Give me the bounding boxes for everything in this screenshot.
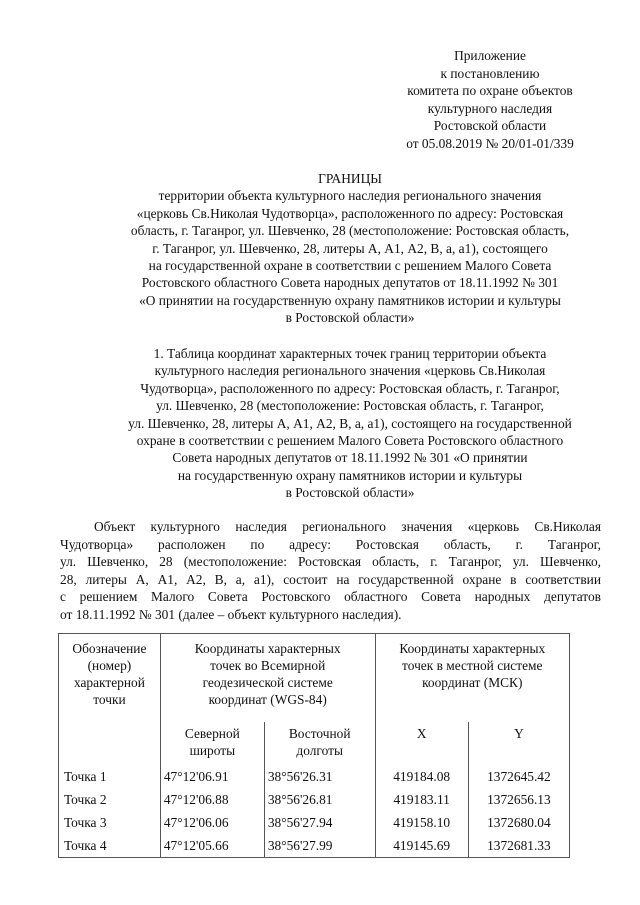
heading-title: ГРАНИЦЫ <box>318 171 382 186</box>
appendix-line: Приложение <box>454 48 526 63</box>
section-line: 1. Таблица координат характерных точек границ территории объекта <box>153 346 547 361</box>
section-line: в Ростовской области» <box>285 485 415 501</box>
section-line: ул. Шевченко, 28 (местоположение: Ростовская область, г. Таганрог, <box>156 398 544 414</box>
heading-line: в Ростовской области» <box>285 310 415 326</box>
section-line: Чудотворца», расположенного по адресу: Ростовская область, г. Таганрог, <box>140 380 560 396</box>
latitude-cell: 47°12'06.06 <box>160 811 264 834</box>
header-east-cell: Восточной долготы <box>264 722 375 765</box>
appendix-line: комитета по охране объектов <box>407 83 573 99</box>
section-line: ул. Шевченко, 28, литеры А, А1, А2, В, а, а1), состоящего на государственной <box>128 415 572 431</box>
x-cell: 419183.11 <box>375 788 468 811</box>
header-msk-cell: Координаты характерных точек в местной системе координат (МСК) <box>375 634 569 723</box>
appendix-line: Ростовской области <box>433 118 547 134</box>
longitude-cell: 38°56'26.31 <box>264 765 375 788</box>
heading-line: Ростовского областного Совета народных депутатов от 18.11.1992 № 301 <box>141 275 559 291</box>
y-cell: 1372656.13 <box>468 788 569 811</box>
point-name-cell: Точка 1 <box>59 765 161 788</box>
header-x-cell: X <box>375 722 468 765</box>
table-header-row <box>59 634 570 723</box>
section-line: на государственную охрану памятников истории и культуры <box>177 467 523 483</box>
section-line: охране в соответствии с решением Малого Совета Ростовского областного <box>136 433 564 449</box>
paragraph-line: ул. Шевченко, 28 (местоположение: Ростовская область, г. Таганрог, ул. Шевченко, <box>60 554 601 569</box>
heading-line: область, г. Таганрог, ул. Шевченко, 28 (местоположение: Ростовская область, <box>130 223 570 239</box>
document-heading <box>60 170 640 327</box>
y-cell: 1372681.33 <box>468 834 569 858</box>
appendix-block <box>370 47 610 153</box>
appendix-line: от 05.08.2019 № 20/01-01/339 <box>406 135 574 151</box>
section-line: культурного наследия регионального значения «церковь Св.Николая <box>154 363 546 379</box>
section-1-heading <box>60 345 640 502</box>
appendix-line: к постановлению <box>440 65 540 81</box>
x-cell: 419184.08 <box>375 765 468 788</box>
point-name-cell: Точка 3 <box>59 811 161 834</box>
description-paragraph <box>60 518 601 623</box>
table-row <box>59 765 570 788</box>
longitude-cell: 38°56'26.81 <box>264 788 375 811</box>
heading-line: на государственной охране в соответствии с решением Малого Совета <box>148 258 552 274</box>
paragraph-line: с решением Малого Совета Ростовского областного Совета народных депутатов <box>60 589 601 604</box>
heading-line: «О принятии на государственную охрану памятников истории и культуры <box>139 292 561 308</box>
paragraph-line: от 18.11.1992 № 301 (далее – объект культурного наследия). <box>60 606 402 622</box>
latitude-cell: 47°12'06.91 <box>160 765 264 788</box>
x-cell: 419158.10 <box>375 811 468 834</box>
header-north-cell: Северной широты <box>160 722 264 765</box>
heading-line: г. Таганрог, ул. Шевченко, 28, литеры А, А1, А2, В, а, а1), состоящего <box>152 240 548 256</box>
table-row <box>59 811 570 834</box>
paragraph-line: Чудотворца» расположен по адресу: Ростовская область, г. Таганрог, <box>60 536 601 552</box>
header-y-cell: Y <box>468 722 569 765</box>
latitude-cell: 47°12'06.88 <box>160 788 264 811</box>
appendix-line: культурного наследия <box>427 100 553 116</box>
y-cell: 1372645.42 <box>468 765 569 788</box>
paragraph-line: 28, литеры А, А1, А2, В, а, а1), состоит на государственной охране в соответствии <box>60 571 601 587</box>
section-line: Совета народных депутатов от 18.11.1992 № 301 «О принятии <box>172 450 528 466</box>
y-cell: 1372680.04 <box>468 811 569 834</box>
header-wgs-cell: Координаты характерных точек во Всемирной геодезической системе координат (WGS-84) <box>160 634 375 723</box>
point-name-cell: Точка 2 <box>59 788 161 811</box>
longitude-cell: 38°56'27.94 <box>264 811 375 834</box>
heading-line: территории объекта культурного наследия регионального значения <box>158 188 542 204</box>
table-row <box>59 834 570 858</box>
heading-line: «церковь Св.Николая Чудотворца», расположенного по адресу: Ростовская <box>136 205 564 221</box>
header-point-cell: Обозначение (номер) характерной точки <box>59 634 161 766</box>
point-name-cell: Точка 4 <box>59 834 161 858</box>
coordinates-table <box>58 633 570 858</box>
latitude-cell: 47°12'05.66 <box>160 834 264 858</box>
paragraph-line: Объект культурного наследия регионального значения «церковь Св.Николая <box>94 519 601 534</box>
x-cell: 419145.69 <box>375 834 468 858</box>
longitude-cell: 38°56'27.99 <box>264 834 375 858</box>
table-row <box>59 788 570 811</box>
